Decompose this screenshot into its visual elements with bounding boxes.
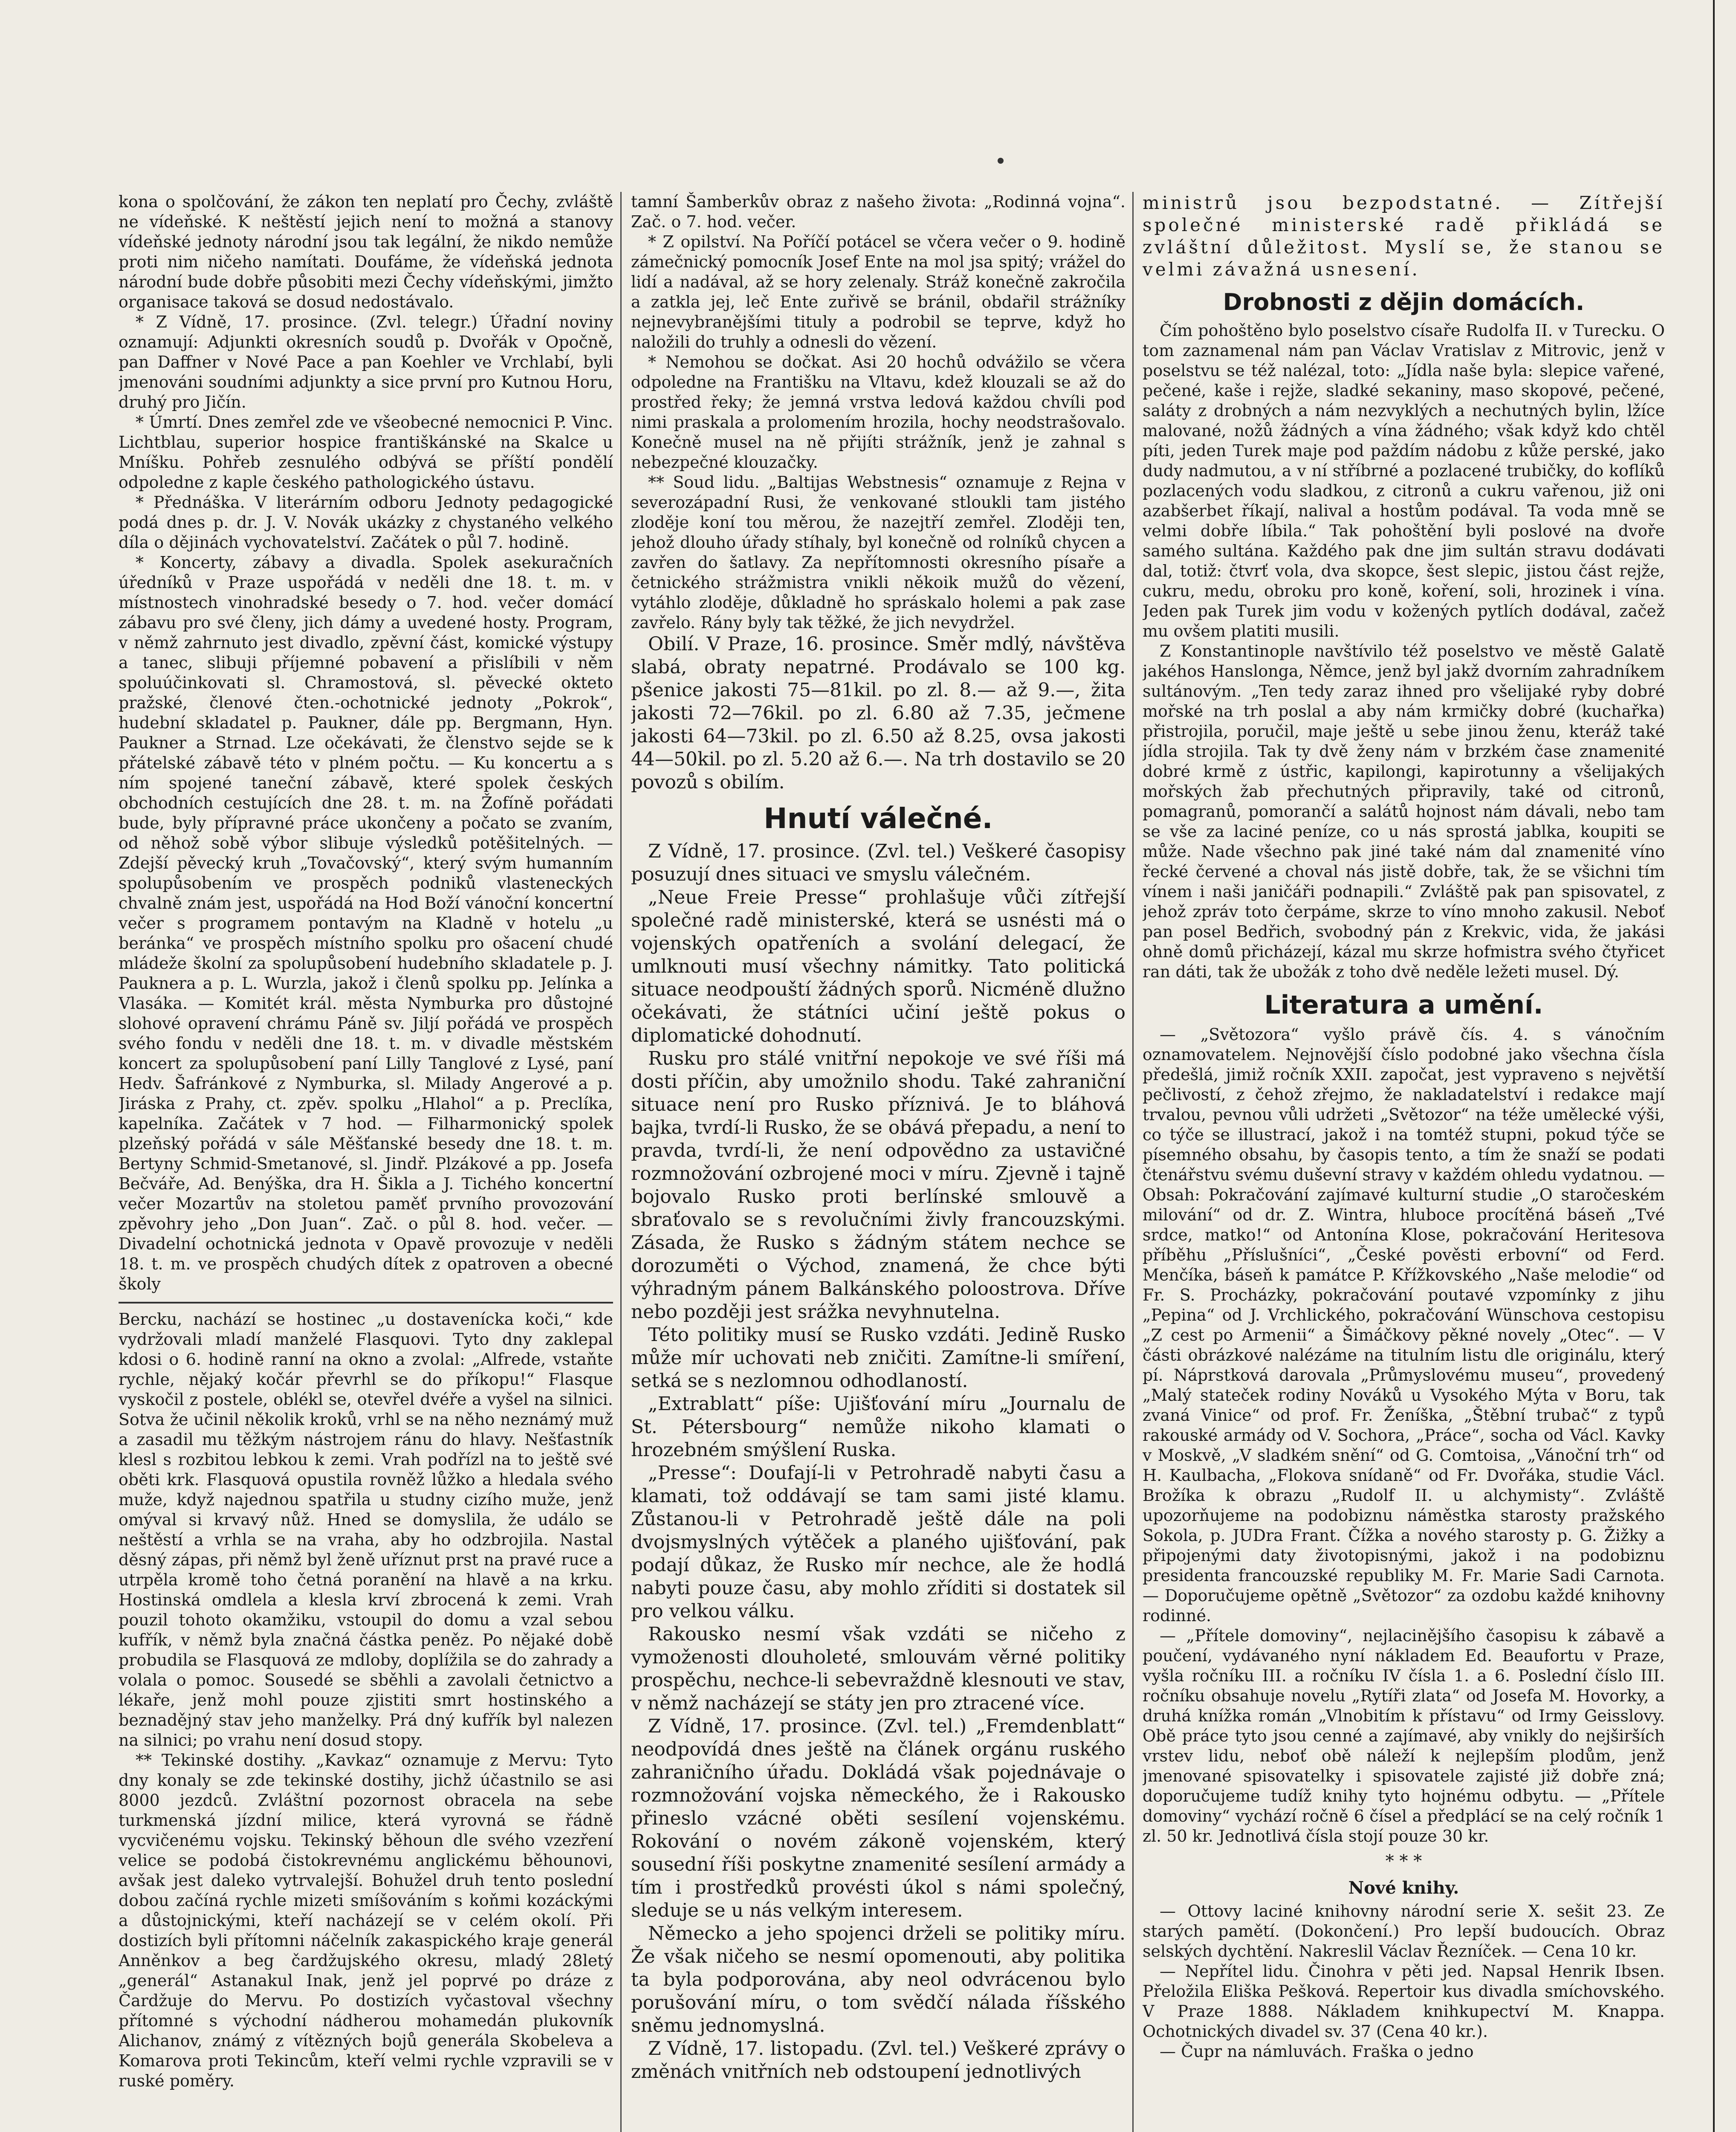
stars-divider: * * * <box>1385 1851 1422 1871</box>
news-item-lynch-court: ** Soud lidu. „Baltijas Webstnesis“ oznamuje z Rejna v severozápadní Rusi, že venkované stloukli tam jistého zloděje koní tou měrou, že nazejtří zemřel. Zloději ten, jehož dlouho úřady stíhaly, byl konečně od rolníků chycen a zavřen do šatlavy. Za nepřítomnosti okresního písaře a četnického strážmistra vnikli někoik mužů do vězení, vytáhlo zloděje, důkladně ho spráskalo holemi a pak zase zavřelo. Rány byly tak těžké, že jich nevydržel. <box>631 473 1126 632</box>
book-listing: — Nepřítel lidu. Činohra v pěti jed. Napsal Henrik Ibsen. Přeložila Eliška Pešková. Repertoir kus divadla smíchovského. V Praze 1888. Nákladem knihkupectví M. Knappa. Ochotnických divadel sv. 37 (Cena 40 kr.). <box>1143 1962 1665 2041</box>
news-item-lecture: * Přednáška. V literárním odboru Jednoty pedagogické podá dnes p. dr. J. V. Novák ukázky z chystaného velkého díla o dějinách vychovatelství. Začátek o půl 7. hodině. <box>119 493 613 552</box>
news-item-murder: Bercku, nachází se hostinec „u dostavenícka koči,“ kde vydržovali mladí manželé Flasquovi. Tyto dny zaklepal kdosi o 6. hodině ranní na okno a zvolal: „Alfrede, vstaňte rychle, nějaký kočár převrhl se do příkopu!“ Flasque vyskočil z postele, oblékl se, otevřel dvéře a vyšel na silnici. Sotva že učinil několik kroků, vrhl se na něho neznámý muž a zasadil mu těžkým nástrojem ránu do hlavy. Nešťastník klesl s rozbitou lebkou k zemi. Vrah podřízl na to ještě své oběti krk. Flasquová opustila rovněž lůžko a hledala svého muže, když najednou spatřila u studny cizího muže, jenž omýval si krvavý nůž. Hned se domyslila, že událo se neštěstí a vrhla se na vraha, aby ho odzbrojila. Nastal děsný zápas, při němž byl ženě uříznut prst na pravé ruce a utrpěla kromě toho četná poranění na hlavě a na krku. Hostinská omdlela a klesla krví zbrocená k zemi. Vrah pouzil tohoto okamžiku, vstoupil do domu a vzal sebou kufřík, v němž byla značná částka peněz. Po nějaké době probudila se Flasquová ze mdloby, doplížila se do zahrady a volala o pomoc. Sousedé se sběhli a zavolali četnictvo a lékaře, jenž mohl pouze zjistiti smrt hostinského a beznadějný stav jeho manželky. Prá dný kufřík byl nalezen na silnici; po vrahu není dosud stopy. <box>119 1310 613 1750</box>
news-item-death: * Úmrtí. Dnes zemřel zde ve všeobecné nemocnici P. Vinc. Lichtblau, superior hospice františkánské na Skalce u Mníšku. Pohřeb zesnulého odbývá se příští pondělí odpoledne z kaple českého pathologického ústavu. <box>119 413 613 492</box>
book-listing: — Ottovy laciné knihovny národní serie X. sešit 23. Ze starých pamětí. (Dokončení.) Pro lepší budoucích. Obraz selských dychtění. Nakreslil Václav Řezníček. — Cena 10 kr. <box>1143 1902 1665 1961</box>
grain-market-report: Obilí. V Praze, 16. prosince. Směr mdlý, návštěva slabá, obraty nepatrné. Prodávalo se 100 kg. pšenice jakosti 75—81kil. po zl. 8.— až 9.—, žita jakosti 72—76kil. po zl. 6.80 až 7.35, ječmene jakosti 64—73kil. po zl. 6.50 až 8.25, ovsa jakosti 44—50kil. po zl. 5.20 až 6.—. Na trh dostavilo se 20 povozů s obilím. <box>631 633 1126 793</box>
section-divider <box>119 1302 613 1304</box>
war-paragraph: „Neue Freie Presse“ prohlašuje vůči zítřejší společné radě ministerské, která se usnésti má o vojenských opatřeních a svolání delegací, že umlknouti musí všechny námitky. Tato politická situace neodpouští žádných sporů. Nicméně dlužno očekávati, že státníci učiní ještě pokus o diplomatické dohodnutí. <box>631 886 1126 1046</box>
war-paragraph: „Extrablatt“ píše: Ujišťování míru „Journalu de St. Pétersbourg“ nemůže nikoho klamati o hrozebném smýšlení Ruska. <box>631 1393 1126 1461</box>
history-paragraph: Čím pohoštěno bylo poselstvo císaře Rudolfa II. v Turecku. O tom zaznamenal nám pan Václav Vratislav z Mitrovic, jenž v poselstvu se též nalézal, toto: „Jídla naše byla: slepice vařené, pečené, kaše i rejže, sladké sekaniny, maso skopové, pečené, saláty z drobných a nám nezvyklých a nechutných bylin, lžíce malované, nožů žádných a vína žádného; však když kdo chtěl píti, jeden Turek maje pod paždím nádobu z kůže perské, jako dudy nadmutou, a v ní stříbrné a pozlacené trubičky, do koflíků pozlacených vodu sladkou, z citronů a cukru vařenou, již oni azabšerbet říkají, nalival a hostům podával. Ta voda mně se velmi dobře líbila.“ Tak pohoštění byli poslové na dvoře samého sultána. Každého pak dne jim sultán stravu dodávati dal, totiž: čtvrť vola, dva skopce, šest slepic, jistou část rejže, cukru, medu, obroku pro koně, koření, soli, hrozinek i vína. Jeden pak Turek jim vodu v kožených pytlích dodával, začež mu ovšem platiti musili. <box>1143 321 1665 640</box>
war-paragraph: Této politiky musí se Rusko vzdáti. Jedině Rusko může mír uchovati neb zničiti. Zamítne-li smíření, setká se s nezlomnou odhodlaností. <box>631 1324 1126 1392</box>
section-heading-new-books: Nové knihy. <box>1348 1878 1459 1898</box>
column-1 <box>119 192 613 2132</box>
column-rule-2 <box>1132 192 1134 2132</box>
article-paragraph: ministrů jsou bezpodstatné. — Zítřejší společné ministerské radě přikládá se zvláštní důležitost. Myslí se, že stanou se velmi závažná usnesení. <box>1143 192 1665 280</box>
column-2 <box>631 192 1126 2132</box>
war-paragraph: „Presse“: Doufají-li v Petrohradě nabyti času a klamati, tož oddávají se tam sami jisté klamu. Zůstanou-li v Petrohradě ještě dále na poli dvojsmyslných výtěček a planého ujišťování, pak podají důkaz, že Rusko mír nechce, ale že hodlá nabyti pouze času, aby mohlo zříditi si dostatek sil pro velkou válku. <box>631 1462 1126 1622</box>
war-paragraph: Z Vídně, 17. prosince. (Zvl. tel.) Veškeré časopisy posuzují dnes situaci ve smyslu válečném. <box>631 840 1126 885</box>
article-paragraph: tamní Šamberkův obraz z našeho života: „Rodinná vojna“. Zač. o 7. hod. večer. <box>631 192 1126 231</box>
column-3 <box>1143 192 1665 2132</box>
war-paragraph: Německo a jeho spojenci drželi se politiky míru. Že však ničeho se nesmí opomenouti, aby politika ta byla podporována, aby neol odvrácenou bylo porušování míru, o tom svědčí nálada říšského sněmu jednomyslná. <box>631 1923 1126 2036</box>
news-item-drunkenness: * Z opilství. Na Poříčí potácel se včera večer o 9. hodině zámečnický pomocník Josef Ente na mol jsa spitý; vrážel do lidí a nadával, až se hory zelenaly. Stráž konečně zakročila a zatkla jej, leč Ente zuřivě se bránil, obdařil strážníky nejnevybranějšími tituly a podrobil se teprve, když ho naložili do truhly a odnesli do vězení. <box>631 232 1126 351</box>
war-paragraph: Rakousko nesmí však vzdáti se ničeho z vymoženosti dlouholeté, smlouvám věrné politiky prospěchu, nechce-li sebevraždně klesnouti ve stav, v němž nacházejí se státy jen pro ztracené více. <box>631 1623 1126 1714</box>
history-paragraph: Z Konstantinople navštívilo též poselstvo ve městě Galatě jakéhos Hanslonga, Němce, jenž byl jakž dvorním zahradníkem sultánovým. „Ten tedy zaraz ihned pro všelijaké ryby dobré mořské na trh poslal a aby nám krmičky dobré (kuchařka) přistrojila, poručil, maje ještě u sebe jinou ženu, kteráž také jídla strojila. Tak ty dvě ženy nám v brzkém čase znamenité dobré krmě z ústřic, kapilongi, kapirotunny a všelijakých mořských žab přechutných připravily, také od citronů, pomagranů, pomorančí a salátů hojnost nám dávali, nebo tam se vše za laciné peníze, co u nás sprostá jablka, koupiti se může. Nade všechno pak jiné také nám dal znamenité víno řecké červené a choval nás jistě dobře, tak, že se všichni tím vínem i naši janičáři podnapili.“ Zvláště pak pan spisovatel, z jehož zpráv toto čerpáme, skrze to víno mnoho zakusil. Neboť pan posel Bedřich, svobodný pán z Krekvic, vida, že jakási ohně domů přicházejí, kázal mu skrze hofmistra svého čtyřicet ran dáti, tak že ubožák z toho dvě neděle ležeti musel. Dý. <box>1143 642 1665 981</box>
book-listing: — Čupr na námluvách. Fraška o jedno <box>1160 2042 1474 2061</box>
news-item-tekin-races: ** Tekinské dostihy. „Kavkaz“ oznamuje z Mervu: Tyto dny konaly se zde tekinské dostihy, jichž účastnilo se asi 8000 jezdců. Zvláštní pozornost obracela na sebe turkmenská jízdní milice, která vyrovná se řádně vycvičenému vojsku. Tekinský běhoun dle svého vzezření velice se podobá čistokrevnému anglickému běhounovi, avšak jest daleko vytrvalejší. Bohužel druh tento poslední dobou začíná rychle mizeti smíšováním s koňmi kozáckými a důstojnickými, kteří nacházejí se v celém okolí. Při dostizích byli přítomni náčelník zakaspického kraje generál Anněnkov a beg čardžujského okresu, mladý 28letý „generál“ Astanakul Inak, jenž jel poprvé po dráze z Čardžuje do Mervu. Po dostizích vyčastoval všechny přítomné s východní nádherou mohamedán plukovník Alichanov, známý z vítězných bojů generála Skobeleva a Komarova proti Tekincům, kteří velmi rychle vzpravili se v ruské poměry. <box>119 1751 613 2090</box>
news-item-vienna-courts: * Z Vídně, 17. prosince. (Zvl. telegr.) Úřadní noviny oznamují: Adjunkti okresních soudů p. Dvořák v Opočně, pan Daffner v Nové Pace a pan Koehler ve Vrchlabí, byli jmenováni soudními adjunkty a sice první pro Kutnou Horu, druhý pro Jičín. <box>119 313 613 411</box>
page-edge-right <box>1713 0 1715 2132</box>
ink-dot <box>998 158 1004 164</box>
war-paragraph: Rusku pro stálé vnitřní nepokoje ve své říši má dosti příčin, aby umožnilo shodu. Také zahraniční situace není pro Rusko příznivá. Je to bláhová bajka, tvrdí-li Rusko, že se obává přepadu, a není to pravda, tvrdí-li, že není odpovědno za ustavičné rozmnožování ozbrojené moci v míru. Zjevně i tajně bojovalo Rusko proti berlínské smlouvě a sbraťovalo se s revolučními živly francouzskými. Zásada, že Rusko s žádným státem nechce se dorozuměti o Východ, znamená, že chce býti výhradným pánem Balkánského poloostrova. Dříve nebo později jest srážka nevyhnutelna. <box>631 1048 1126 1323</box>
section-heading-literature: Literatura a umění. <box>1264 990 1543 1020</box>
war-paragraph: Z Vídně, 17. listopadu. (Zvl. tel.) Veškeré zprávy o změnách vnitřních neb odstoupení jednotlivých <box>631 2038 1126 2083</box>
article-paragraph: kona o spolčování, že zákon ten neplatí pro Čechy, zvláště ne vídeňské. K neštěstí jejich není to možná a stanovy vídeňské jednoty národní jsou tak legální, že nikdo nemůže proti nim ničeho namítati. Doufáme, že vídeňská jednota národní bude dobře působiti mezi Čechy vídeňskými, jimžto organisace taková se dosud nedostávalo. <box>119 192 613 311</box>
column-rule-1 <box>620 192 622 2132</box>
news-item-concerts: * Koncerty, zábavy a divadla. Spolek asekuračních úředníků v Praze uspořádá v neděli dne 18. t. m. v místnostech vinohradské besedy o 7. hod. večer domácí zábavu pro své členy, jich dámy a uvedené hosty. Program, v němž zahrnuto jest divadlo, zpěvní část, komické výstupy a tanec, slibuji příjemné pobavení a přislíbili v něm spoluúčinkovati sl. Chramostová, sl. pěvecké okteto pražské, členové čten.-ochotnické jednoty „Pokrok“, hudební skladatel p. Paukner, dále pp. Bergmann, Hyn. Paukner a Strnad. Lze očekávati, že členstvo sejde se k přátelské zábavě této v plném počtu. — Ku koncertu a s ním spojené taneční zábavě, které spolek českých obchodních cestujících dne 28. t. m. na Žofíně pořádati bude, byly přípravné práce ukončeny a počato se zvaním, od něhož sobě výbor slibuje výsledků potěšitelných. — Zdejší pěvecký kruh „Tovačovský“, který svým humanním spolupůsobením ve prospěch podniků vlasteneckých chvalně znám jest, uspořádá na Hod Boží vánoční koncertní večer s programem pontavým na Kladně v hotelu „u beránka“ ve prospěch místního spolku pro ošacení chudé mládeže školní za spolupůsobení hudebního skladatele p. J. Pauknera a p. L. Wurzla, jakož i členů spolku pp. Jelínka a Vlasáka. — Komitét král. města Nymburka pro důstojné slohové opravení chrámu Páně sv. Jiljí pořádá ve prospěch svého fondu v neděli dne 18. t. m. v divadle městském koncert za spolupůsobení paní Lilly Tanglové z Lysé, paní Hedv. Šafránkové z Nymburka, sl. Milady Angerové a p. Jiráska z Prahy, ct. zpěv. spolku „Hlahol“ a p. Preclíka, kapelníka. Začátek v 7 hod. — Filharmonický spolek plzeňský pořádá v sále Měšťanské besedy dne 18. t. m. Bertyny Schmid-Smetanové, sl. Jindř. Plzákové a pp. Josefa Bečváře, Ad. Benýška, dra H. Šikla a J. Tichého koncertní večer Mozartův na stoletou paměť prvního provozování zpěvohry jeho „Don Juan“. Zač. o půl 8. hod. večer. — Divadelní ochotnická jednota v Opavě provozuje v neděli 18. t. m. ve prospěch chudých dítek z opatroven a obecné školy <box>119 553 613 1293</box>
literature-paragraph: — „Přítele domoviny“, nejlacinějšího časopisu k zábavě a poučení, vydávaného nyní nákladem Ed. Beaufortu v Praze, vyšla ročníku III. a ročníku IV čísla 1. a 6. Poslední číslo III. ročníku obsahuje novelu „Rytíři zlata“ od Josefa M. Hovorky, a druhá knížka román „Vlnobitím k přístavu“ od Irmy Geisslovy. Obě práce tyto jsou cenné a zajímavé, aby vnikly do nejširších vrstev lidu, neboť obě náleží k nejlepším plodům, jenž jmenované spisovatelky i spisovatele zajisté již dobře zná; doporučujeme tudíž knihy tyto hojnému odbytu. — „Přítele domoviny“ vychází ročně 6 čísel a předplácí se na celý ročník 1 zl. 50 kr. Jednotlivá čísla stojí pouze 30 kr. <box>1143 1626 1665 1845</box>
war-paragraph: Z Vídně, 17. prosince. (Zvl. tel.) „Fremdenblatt“ neodpovídá dnes ještě na článek orgánu ruského zahraničního úřadu. Dokládá však pojednávaje o rozmnožování vojska německého, že i Rakousko přineslo vzácné oběti sesílení vojenskému. Rokování o novém zákoně vojenském, který sousední říši poskytne znamenité sesílení armády a tím i prostředků provésti úkol s námi společný, sleduje se u nás velkým interesem. <box>631 1715 1126 1921</box>
section-heading-war: Hnutí válečné. <box>764 802 993 835</box>
section-heading-history: Drobnosti z dějin domácích. <box>1223 289 1585 316</box>
news-item-skating-boys: * Nemohou se dočkat. Asi 20 hochů odvážilo se včera odpoledne na Františku na Vltavu, kdež klouzali se až do prostřed řeky; že jemná vrstva ledová každou chvíli pod nimi praskala a prolomením hrozila, hochy neodstrašovalo. Konečně musel na ně přijíti strážník, jenž je zahnal s nebezpečné klouzačky. <box>631 353 1126 472</box>
literature-paragraph: — „Světozora“ vyšlo právě čís. 4. s vánočním oznamovatelem. Nejnovější číslo podobné jako všechna čísla předešlá, jimiž ročník XXII. započat, jest vypraveno s největší pečlivostí, z čehož zřejmo, že nakladatelství i redakce mají trvalou, pevnou vůli udržeti „Světozor“ na téže umělecké výši, co týče se illustrací, jakož i na tomtéž stupni, pokud týče se písemného obsahu, by časopis tento, a tím že snaží se podati čtenářstvu svému duševní stravy v každém ohledu vydatnou. — Obsah: Pokračování zajímavé kulturní studie „O staročeském milování“ od dr. Z. Wintra, hluboce procítěná báseň „Tvé srdce, matko!“ od Antonína Klose, pokračování Heritesova příběhu „Příslušníci“, „České pověsti erbovní“ od Ferd. Menčíka, báseň k památce P. Křížkovského „Naše melodie“ od Fr. S. Procházky, pokračování poutavé vzpomínky z jihu „Pepina“ od J. Vrchlického, pokračování Wünschova cestopisu „Z cest po Armenii“ a Šimáčkovy pěkné novely „Otec“. — V části obrázkové nalézáme na titulním listu dle originálu, který pí. Náprstková darovala „Průmyslovému museu“, provedený „Malý stateček rodiny Nováků u Vysokého Mýta v Boru, tak zvaná Vinice“ od prof. Fr. Ženíška, „Štěbní trubač“ z typů rakouské armády od V. Sochora, „Práce“, socha od Václ. Kavky v Moskvě, „V sladkém snění“ od G. Comtoisa, „Vánoční trh“ od H. Kaulbacha, „Flokova snídaně“ od Fr. Dvořáka, studie Václ. Brožíka k obrazu „Rudolf II. u alchymisty“. Zvláště upozorňujeme na podobiznu náměstka starosty pražského Sokola, p. JUDra Frant. Čížka a nového starosty p. G. Žižky a připojenými daty životopisnými, jakož i na podobiznu presidenta francouzské republiky M. Fr. Marie Sadi Carnota. — Doporučujeme opětně „Světozor“ za ozdobu každé knihovny rodinné. <box>1143 1025 1665 1625</box>
